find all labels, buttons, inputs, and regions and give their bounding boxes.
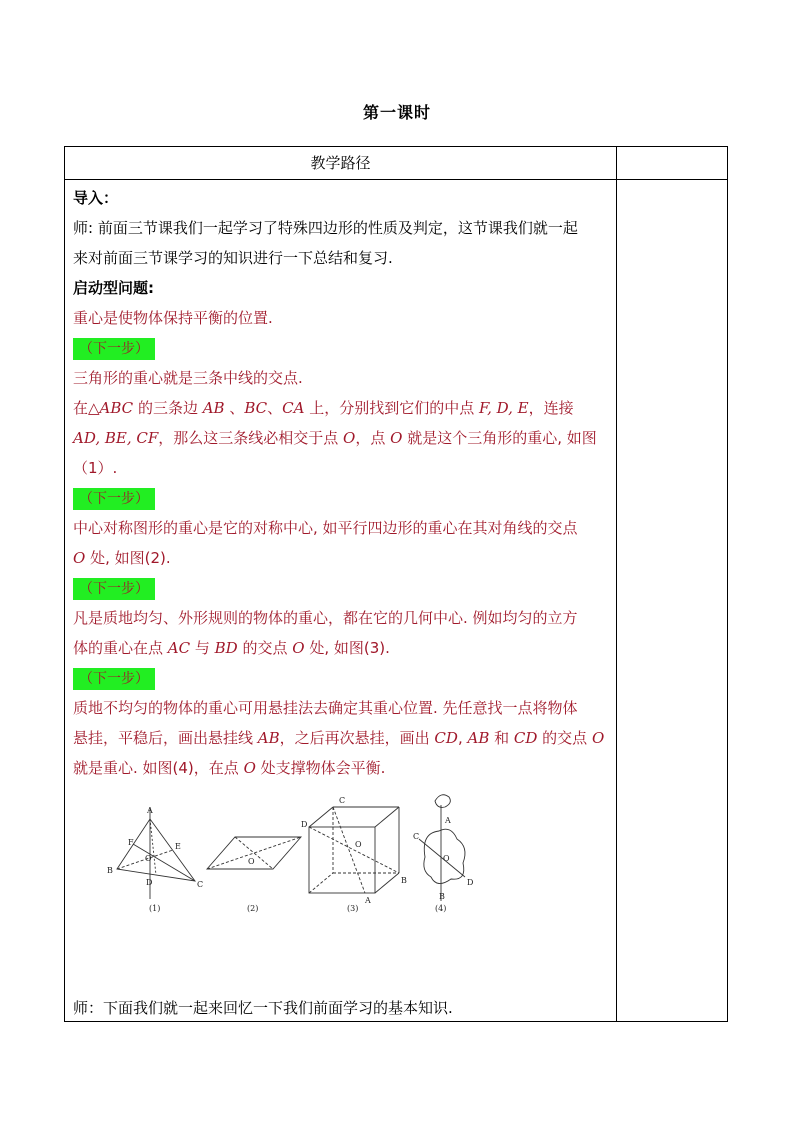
closing-line: 师：下面我们就一起来回忆一下我们前面学习的基本知识. xyxy=(73,999,453,1017)
fig4-label-b: B xyxy=(439,892,445,901)
fig4-label-a: A xyxy=(445,816,451,825)
paragraph-6b: 体的重心在点 AC 与 BD 的交点 O 处, 如图(3). xyxy=(73,639,390,657)
fig4-label-c: C xyxy=(413,832,420,841)
fig1-label-b: B xyxy=(107,866,113,875)
step-row-1 xyxy=(73,333,609,363)
fig4-label-o: O xyxy=(443,854,450,863)
lesson-table xyxy=(64,146,728,1022)
step-row-4 xyxy=(73,663,609,693)
intro-line-2: 来对前面三节课学习的知识进行一下总结和复习. xyxy=(73,249,393,267)
fig2-label-o: O xyxy=(248,857,255,866)
fig4-label-d: D xyxy=(467,878,474,887)
next-step-badge: （下一步） xyxy=(73,668,155,690)
fig1-label-c: C xyxy=(197,880,204,889)
paragraph-7: 质地不均匀的物体的重心可用悬挂法去确定其重心位置. 先任意找一点将物体 xyxy=(73,699,578,717)
fig1-label-e: E xyxy=(175,842,181,851)
figure-3-cube xyxy=(309,807,399,893)
fig3-caption: (3) xyxy=(347,904,359,913)
intro-line-1: 师: 前面三节课我们一起学习了特殊四边形的性质及判定，这节课我们就一起 xyxy=(73,219,578,237)
step-row-2 xyxy=(73,483,609,513)
next-step-badge: （下一步） xyxy=(73,578,155,600)
paragraph-2: 在△ABC 的三条边 AB 、BC、CA 上，分别找到它们的中点 F, D, E，连接 xyxy=(73,399,574,417)
fig1-label-d: D xyxy=(146,878,153,887)
paragraph-5: 中心对称图形的重心是它的对称中心, 如平行四边形的重心在其对角线的交点 xyxy=(73,519,578,537)
next-step-badge: （下一步） xyxy=(73,338,155,360)
paragraph-7b: 悬挂，平稳后，画出悬挂线 AB，之后再次悬挂，画出 CD, AB 和 CD 的交点 O xyxy=(73,729,605,747)
fig3-label-o: O xyxy=(355,840,362,849)
header-divider xyxy=(65,179,727,180)
question-line: 重心是使物体保持平衡的位置. xyxy=(73,309,273,327)
column-divider xyxy=(616,147,617,1021)
paragraph-4: （1）. xyxy=(73,459,118,477)
fig4-caption: (4) xyxy=(435,904,447,913)
paragraph-6: 凡是质地均匀、外形规则的物体的重心，都在它的几何中心. 例如均匀的立方 xyxy=(73,609,578,627)
fig3-label-c: C xyxy=(339,796,346,805)
paragraph-7c: 就是重心. 如图(4)，在点 O 处支撑物体会平衡. xyxy=(73,759,386,777)
fig1-label-f: F xyxy=(128,838,134,847)
fig2-caption: (2) xyxy=(247,904,259,913)
center-of-gravity-figures xyxy=(103,789,483,919)
table-header: 教学路径 xyxy=(310,154,371,172)
fig3-label-a: A xyxy=(365,896,371,905)
step-row-3 xyxy=(73,573,609,603)
fig1-caption: (1) xyxy=(149,904,161,913)
paragraph-1: 三角形的重心就是三条中线的交点. xyxy=(73,369,303,387)
intro-label: 导入： xyxy=(73,189,119,207)
figure-1-triangle xyxy=(117,807,195,899)
question-label: 启动型问题: xyxy=(73,279,154,297)
paragraph-5b: O 处, 如图(2). xyxy=(73,549,171,567)
next-step-badge: （下一步） xyxy=(73,488,155,510)
fig3-label-d: D xyxy=(301,820,308,829)
fig1-label-a: A xyxy=(147,806,153,815)
fig1-label-o: O xyxy=(145,854,152,863)
figure-4-irregular-body xyxy=(419,795,465,901)
fig3-label-b: B xyxy=(401,876,407,885)
paragraph-3: AD, BE, CF，那么这三条线必相交于点 O，点 O 就是这个三角形的重心, 如图 xyxy=(73,429,597,447)
page-title: 第一课时 xyxy=(362,103,431,122)
lesson-content xyxy=(73,183,609,783)
